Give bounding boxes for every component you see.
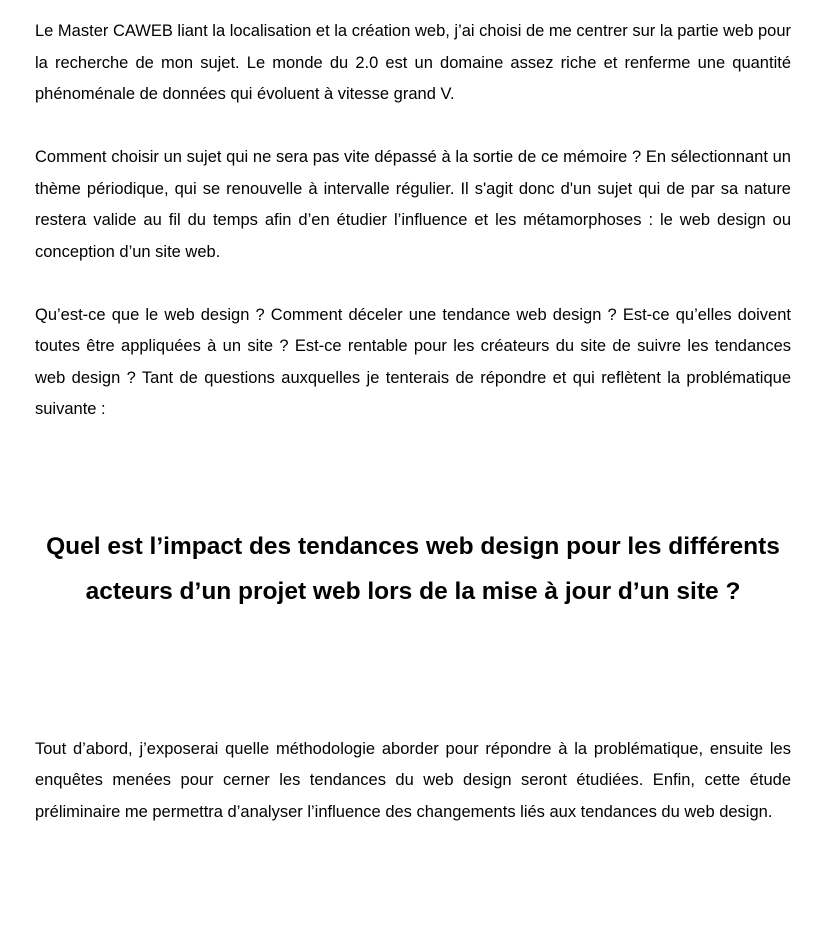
document-page [35, 16, 791, 828]
questions-paragraph: Qu’est-ce que le web design ? Comment déceler une tendance web design ? Est-ce qu’elles doivent toutes être appliquées à un site ? Est-ce rentable pour les créateurs du site de suivre les tendances web design ? Tant de questions auxquelles je tenterais de répondre et qui reflètent la problématique suivante : [35, 305, 791, 418]
outline-paragraph: Tout d’abord, j’exposerai quelle méthodologie aborder pour répondre à la problématique, ensuite les enquêtes menées pour cerner les tendances du web design seront étudiées. Enfin, cette étude préliminaire me permettra d’analyser l’influence des changements liés aux tendances du web design. [35, 739, 791, 821]
research-question: Quel est l’impact des tendances web design pour les différents acteurs d’un projet web lors de la mise à jour d’un site ? [46, 532, 780, 605]
topic-choice-paragraph: Comment choisir un sujet qui ne sera pas vite dépassé à la sortie de ce mémoire ? En sélectionnant un thème périodique, qui se renouvelle à intervalle régulier. Il s'agit donc d'un sujet qui de par sa nature restera valide au fil du temps afin d’en étudier l’influence et les métamorphoses : le web design ou conception d’un site web. [35, 148, 791, 261]
intro-paragraph: Le Master CAWEB liant la localisation et la création web, j’ai choisi de me centrer sur la partie web pour la recherche de mon sujet. Le monde du 2.0 est un domaine assez riche et renferme une quantité phénoménale de données qui évoluent à vitesse grand V. [35, 22, 791, 103]
